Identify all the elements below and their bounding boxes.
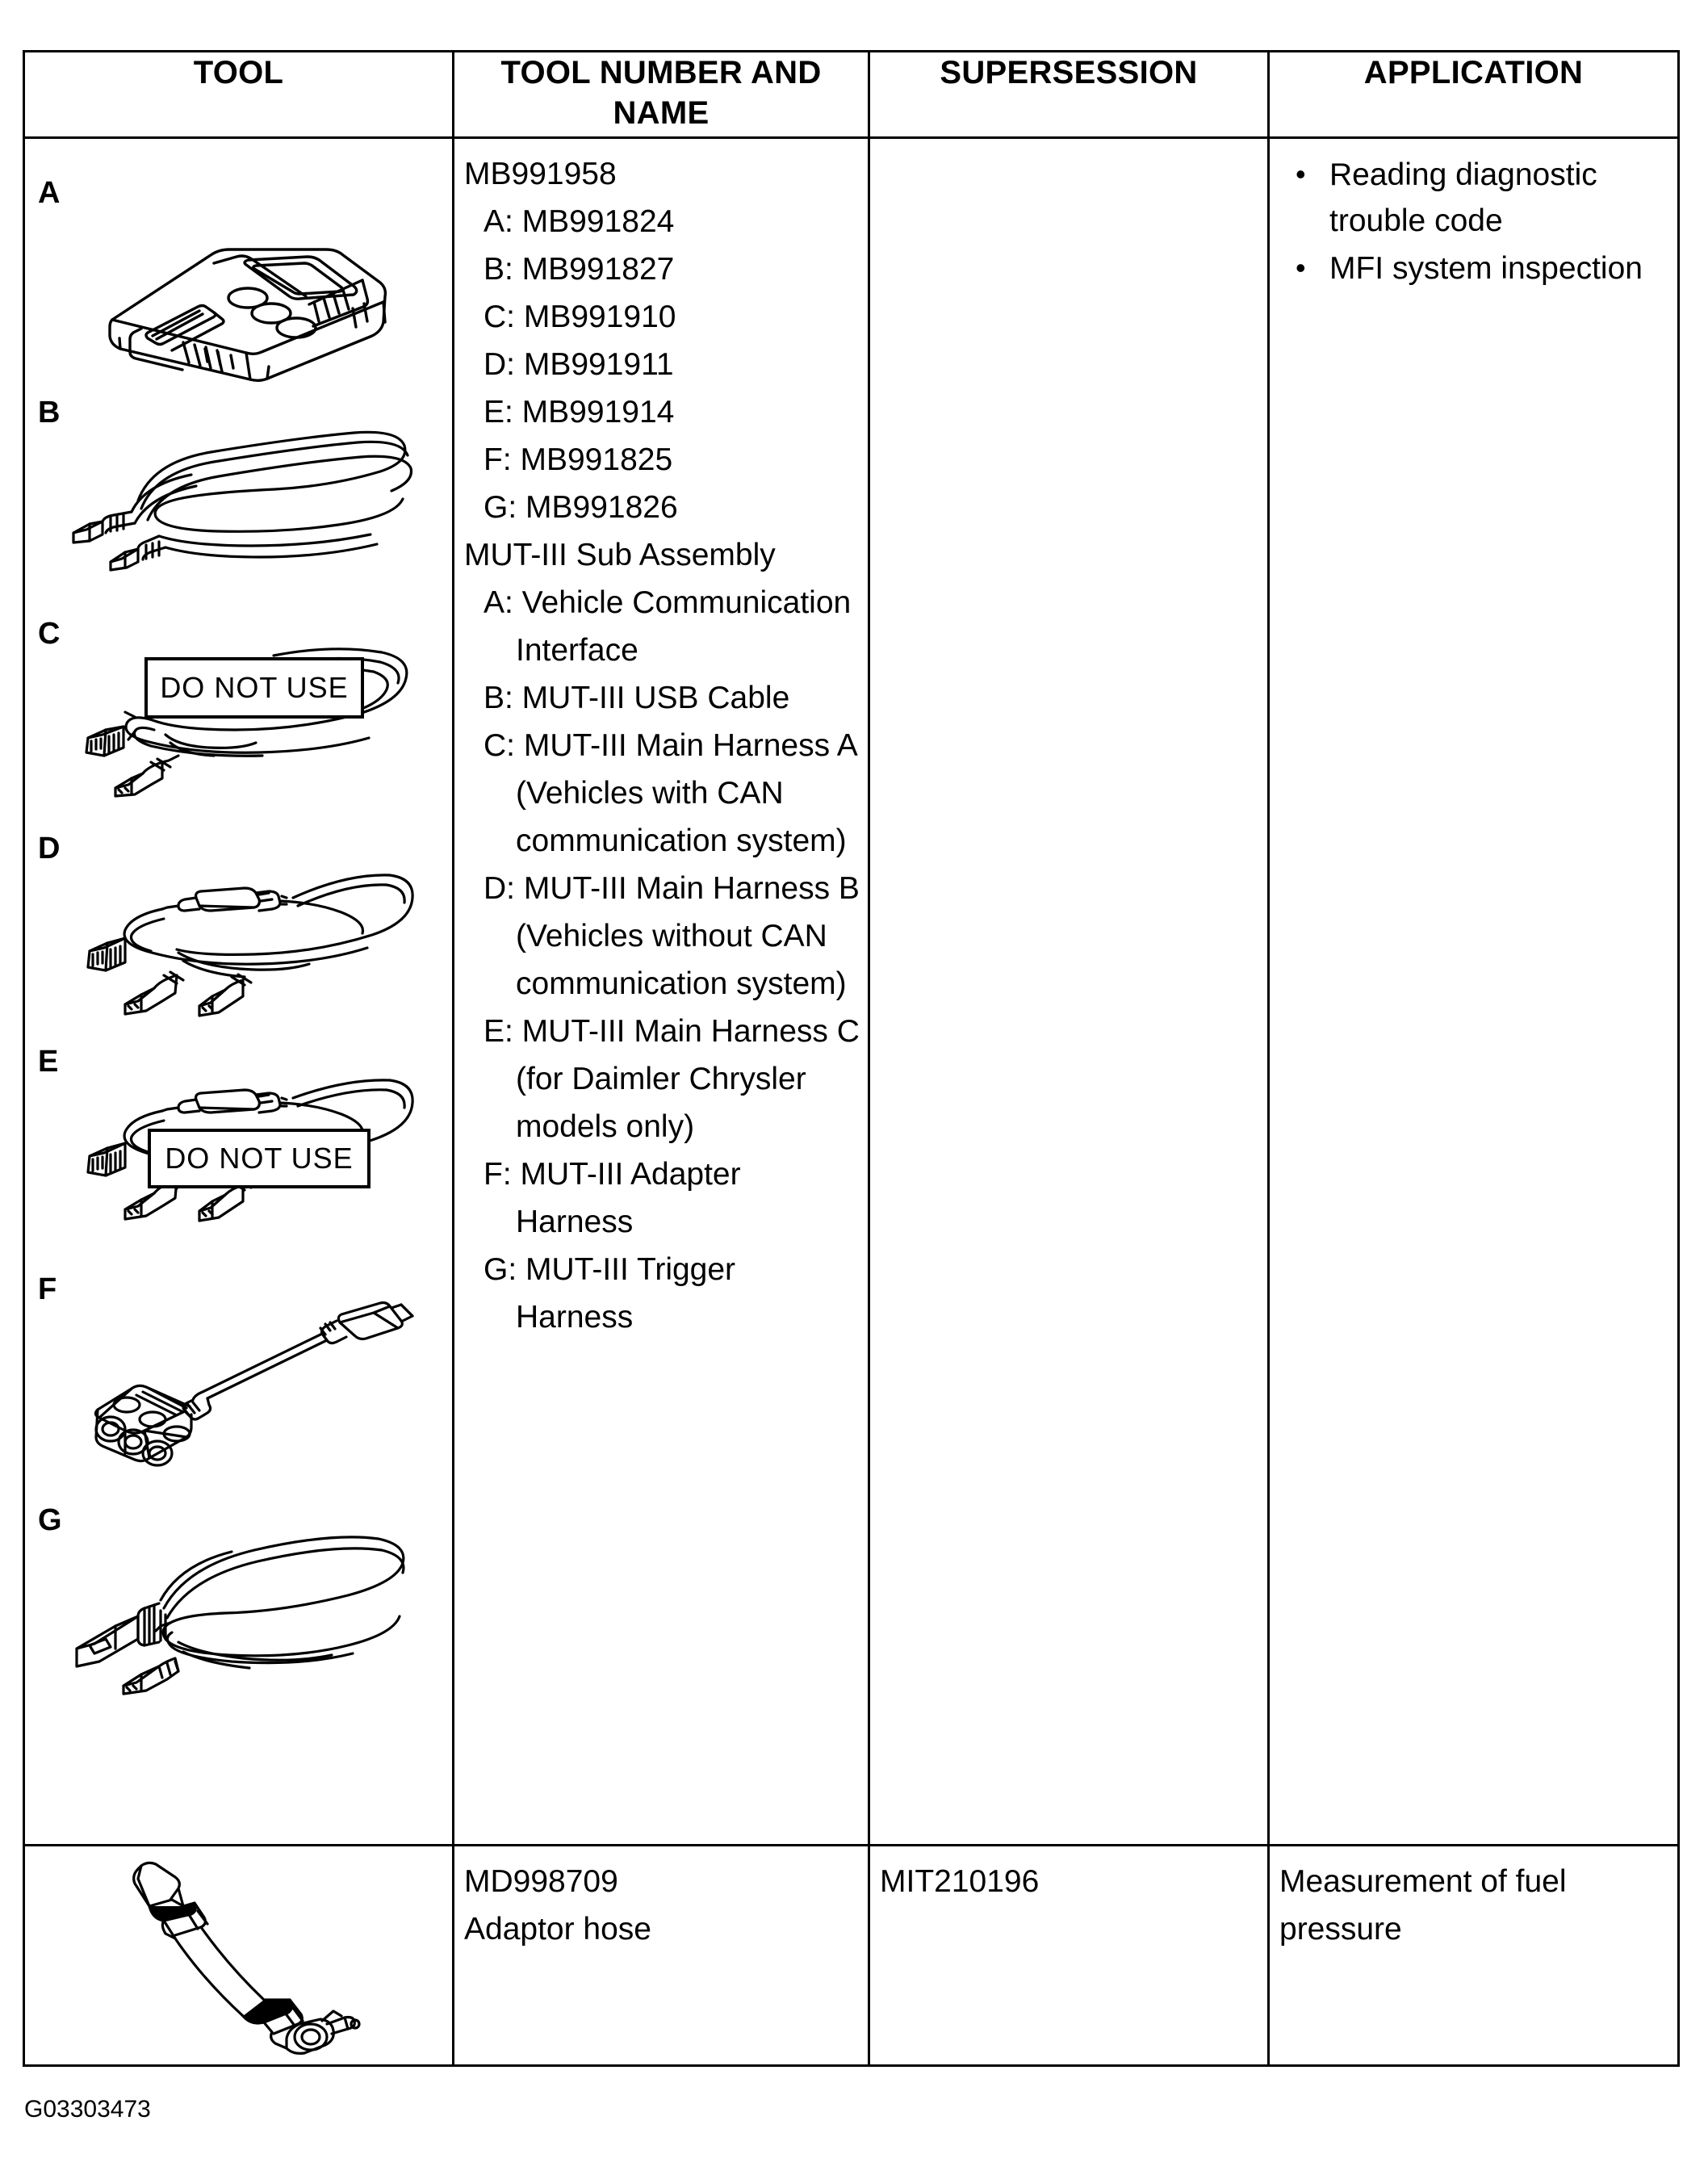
figure-letter-d: D [38, 832, 61, 865]
figure-letter-c: C [38, 617, 61, 651]
application-bullet: • Reading diagnostic trouble code [1291, 152, 1668, 244]
column-header-tool-number-and-name-label: TOOL NUMBER AND NAME [500, 55, 822, 131]
tool-name-line: G: MUT-III Trigger Harness [484, 1252, 736, 1335]
figure-letter-b: B [38, 396, 61, 430]
table-row [24, 138, 1679, 1846]
tool-number-line: G: MB991826 [484, 490, 678, 525]
figure-mut-iii-main-harness-b [57, 848, 421, 1033]
tool-number-name-list [454, 139, 868, 1349]
column-header-supersession [869, 52, 1269, 138]
column-header-application [1269, 52, 1679, 138]
tool-name-line: E: MUT-III Main Harness C (for Daimler Chrysler models only) [484, 1014, 860, 1144]
application-cell [1269, 138, 1679, 1846]
tool-name-line: A: Vehicle Communication Interface [484, 585, 852, 668]
table-header-row [24, 52, 1679, 138]
tool-name-line: D: MUT-III Main Harness B (Vehicles without CAN communication system) [484, 871, 860, 1001]
tool-number-line: B: MB991827 [484, 252, 675, 287]
table-row [24, 1846, 1679, 2066]
tool-number-line: MD998709 [464, 1864, 618, 1899]
figure-letter-f: F [38, 1272, 57, 1306]
tool-illustrations-cell [24, 138, 454, 1846]
tool-number-line: D: MB991911 [484, 347, 674, 382]
column-header-tool-label: TOOL [193, 55, 284, 90]
tool-name-line: B: MUT-III USB Cable [484, 681, 790, 715]
column-header-tool [24, 52, 454, 138]
tool-name-line: C: MUT-III Main Harness A (Vehicles with CAN communication system) [484, 728, 856, 858]
application-cell [1269, 1846, 1679, 2066]
supersession-value: MIT210196 [880, 1864, 1040, 1899]
figure-mut-iii-adapter-harness [57, 1292, 421, 1469]
tool-number-line: A: MB991824 [484, 204, 675, 239]
do-not-use-badge-c [144, 657, 364, 719]
supersession-cell [869, 1846, 1269, 2066]
application-bullet-list [1270, 139, 1677, 291]
do-not-use-badge-e [148, 1129, 370, 1188]
tool-number-line: C: MB991910 [484, 300, 676, 334]
tool-illustrations-cell [24, 1846, 454, 2066]
figure-vehicle-communication-interface [64, 213, 403, 383]
figure-adaptor-hose [114, 1858, 372, 2060]
tool-assembly-title: MUT-III Sub Assembly [464, 538, 776, 572]
supersession-value-wrap [870, 139, 1267, 158]
application-value: Measurement of fuel pressure [1279, 1864, 1567, 1947]
tool-number-name-cell [454, 138, 869, 1846]
special-tools-table [23, 50, 1680, 2067]
figure-mut-iii-trigger-harness [57, 1519, 421, 1705]
figure-reference-code: G03303473 [24, 2096, 151, 2123]
tool-number-name-cell [454, 1846, 869, 2066]
tool-number-name-list [454, 1846, 868, 1961]
do-not-use-badge-c-label: DO NOT USE [160, 671, 349, 704]
application-value-wrap [1270, 1846, 1677, 1961]
column-header-supersession-label: SUPERSESSION [940, 55, 1198, 90]
supersession-cell [869, 138, 1269, 1846]
column-header-application-label: APPLICATION [1363, 55, 1584, 90]
figure-letter-g: G [38, 1503, 62, 1537]
tool-number-line: MB991958 [464, 157, 617, 191]
tool-name-line: Adaptor hose [464, 1912, 652, 1947]
do-not-use-badge-e-label: DO NOT USE [165, 1142, 354, 1175]
column-header-tool-number-and-name [454, 52, 869, 138]
figure-letter-e: E [38, 1045, 59, 1079]
tool-number-line: E: MB991914 [484, 395, 675, 430]
figure-mut-iii-usb-cable [57, 412, 421, 573]
application-bullet: • MFI system inspection [1291, 245, 1668, 291]
tool-number-line: F: MB991825 [484, 442, 673, 477]
figure-letter-a: A [38, 176, 61, 210]
supersession-value-wrap [870, 1846, 1267, 1913]
tool-name-line: F: MUT-III Adapter Harness [484, 1157, 741, 1239]
